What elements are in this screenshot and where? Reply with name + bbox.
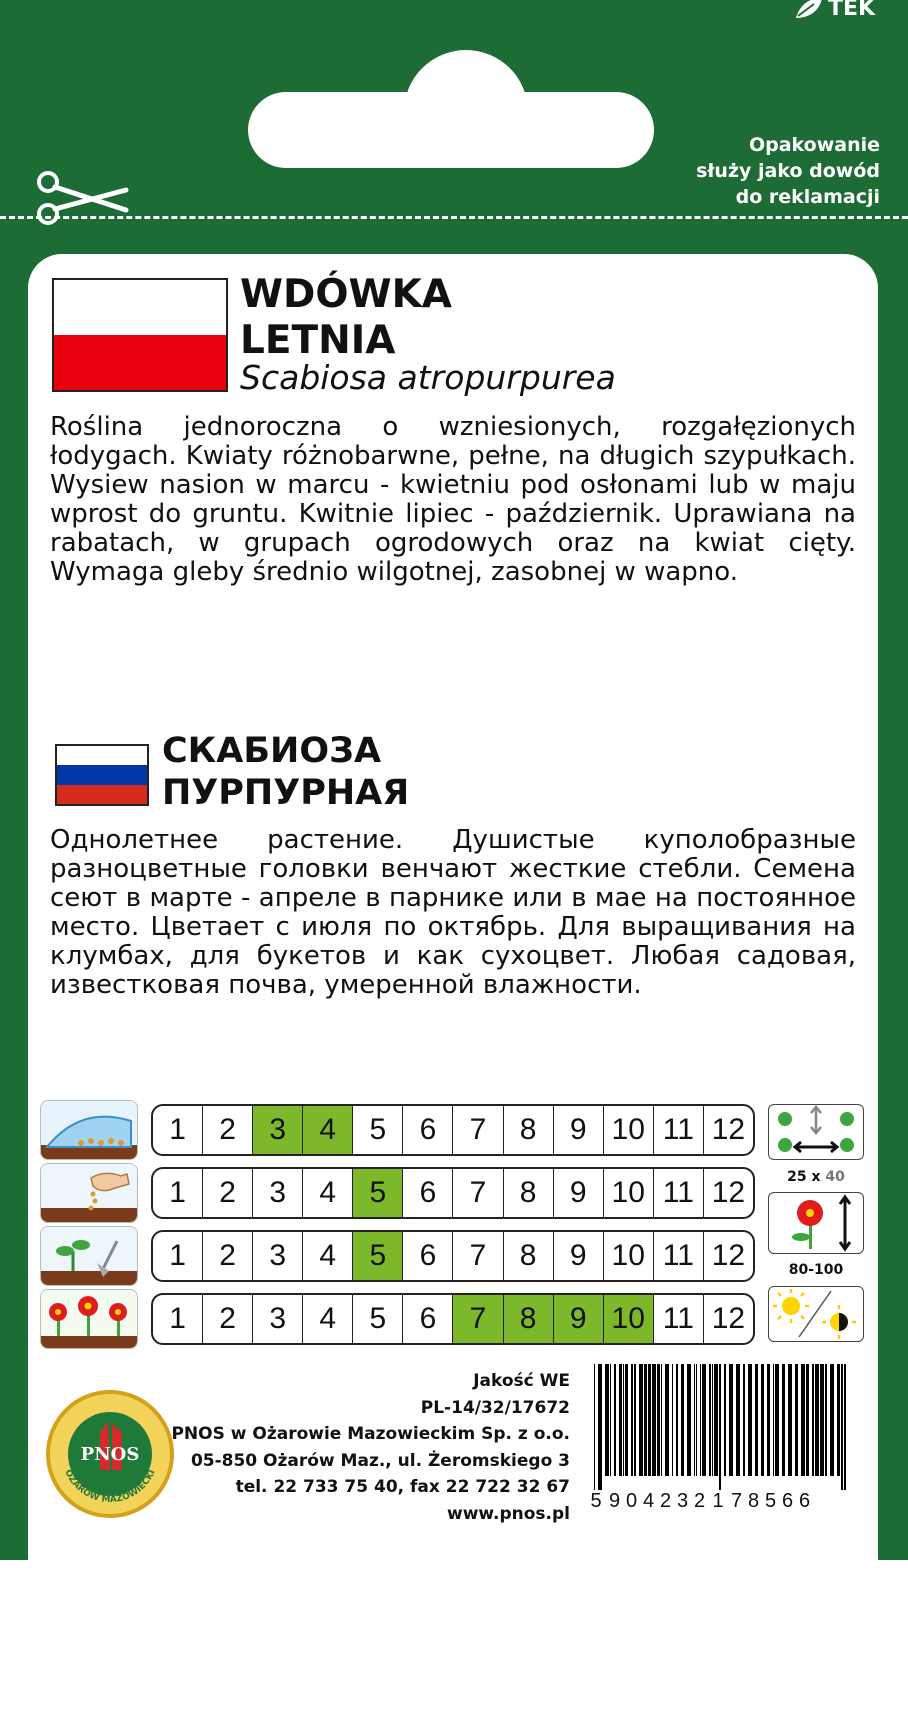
barcode-digit: 1 xyxy=(712,1490,724,1512)
flowering-icon xyxy=(40,1289,138,1349)
month-cell: 7 xyxy=(452,1295,502,1343)
month-cell: 10 xyxy=(603,1106,653,1154)
month-cell: 3 xyxy=(252,1169,302,1217)
barcode-bar xyxy=(709,1364,711,1476)
month-cell: 8 xyxy=(503,1169,553,1217)
month-cell: 9 xyxy=(553,1169,603,1217)
brand-name: TEK xyxy=(828,0,876,21)
month-cell: 10 xyxy=(603,1232,653,1280)
month-cell: 7 xyxy=(452,1106,502,1154)
barcode-bar xyxy=(687,1364,691,1476)
barcode-bar xyxy=(743,1364,745,1476)
month-cell: 5 xyxy=(352,1169,402,1217)
barcode-bar xyxy=(700,1364,701,1476)
barcode-bar xyxy=(844,1364,846,1490)
title-line: WDÓWKA xyxy=(240,272,452,317)
flag-stripe xyxy=(57,765,147,784)
month-cell: 2 xyxy=(202,1169,252,1217)
month-cell: 12 xyxy=(703,1106,753,1154)
barcode-bar xyxy=(825,1364,827,1476)
month-cell: 5 xyxy=(352,1232,402,1280)
barcode-digit: 2 xyxy=(659,1490,672,1512)
barcode-bar xyxy=(736,1364,740,1476)
polish-description: Roślina jednoroczna o wzniesionych, rozgałęzionych łodygach. Kwiaty różnobarwne, pełne, na długich szypułkach. Wysiew nasion w marcu - kwietniu pod osłonami lub w maju wprost do gruntu. Kwitnie lipiec - październik. Uprawiana na rabatach, w grupach ogrodowych oraz na kwiat cięty. Wymaga gleby średnio wilgotnej, zasobnej w wapno. xyxy=(50,412,856,587)
barcode-bar xyxy=(652,1364,656,1476)
barcode-digit: 7 xyxy=(730,1490,743,1512)
barcode-digit: 3 xyxy=(676,1490,689,1512)
barcode-bar xyxy=(610,1364,611,1476)
month-cell: 8 xyxy=(503,1295,553,1343)
spacing-value-b: 40 xyxy=(825,1169,845,1185)
barcode-bar xyxy=(672,1364,673,1476)
barcode-digit: 8 xyxy=(747,1490,760,1512)
barcode-bar xyxy=(815,1364,819,1476)
barcode-digit: 6 xyxy=(798,1490,811,1512)
russian-description: Однолетнее растение. Душистые куполобразные разноцветные головки венчают жесткие стебли. Семена сеют в марте - апреле в парнике или в мае на постоянное место. Цветает с июля по октябрь. Для выращивания на клумбах, для букетов и как сухоцвет. Любая садовая, известковая почва, умеренной влажности. xyxy=(50,825,856,1000)
height-label: 80-100 xyxy=(788,1262,844,1278)
barcode-digit: 5 xyxy=(590,1490,602,1512)
barcode-bar xyxy=(773,1364,774,1476)
polish-flag xyxy=(52,278,228,392)
month-cell: 3 xyxy=(252,1295,302,1343)
barcode xyxy=(586,1364,854,1490)
month-cell: 1 xyxy=(169,1302,186,1335)
title-line: СКАБИОЗА xyxy=(162,731,382,771)
barcode-bar xyxy=(681,1364,684,1476)
barcode-bar xyxy=(801,1364,805,1476)
month-cell: 2 xyxy=(202,1232,252,1280)
notice-line: Opakowanie xyxy=(748,134,880,156)
scissors-icon xyxy=(34,168,130,228)
barcode-bar xyxy=(806,1364,809,1476)
flag-stripe xyxy=(57,785,147,804)
month-cell: 3 xyxy=(252,1106,302,1154)
barcode-bar xyxy=(729,1364,733,1476)
greenhouse-sowing-icon xyxy=(40,1100,138,1160)
month-cell: 12 xyxy=(703,1232,753,1280)
barcode-bar xyxy=(782,1364,785,1476)
month-cell: 7 xyxy=(452,1232,502,1280)
cut-line xyxy=(0,216,908,219)
month-cell: 6 xyxy=(402,1106,452,1154)
spacing-label xyxy=(768,1169,864,1185)
flag-stripe xyxy=(57,746,147,765)
barcode-bar xyxy=(631,1364,633,1476)
plant-height-icon xyxy=(768,1192,864,1254)
barcode-bar xyxy=(812,1364,814,1476)
title-line: ПУРПУРНАЯ xyxy=(162,773,410,813)
calendar-row xyxy=(151,1230,755,1282)
month-cell: 4 xyxy=(302,1232,352,1280)
barcode-bar xyxy=(712,1364,713,1476)
title-line: LETNIA xyxy=(240,318,396,363)
producer-info xyxy=(110,1368,570,1527)
logo-ring-text: OŻARÓW MAZOWIECKI xyxy=(62,1468,158,1506)
month-cell: 8 xyxy=(503,1106,553,1154)
barcode-bar xyxy=(761,1364,764,1476)
barcode-bar xyxy=(605,1364,609,1476)
flag-stripe xyxy=(54,280,226,335)
month-cell: 9 xyxy=(553,1106,603,1154)
barcode-bar xyxy=(657,1364,660,1476)
month-cell: 6 xyxy=(402,1169,452,1217)
barcode-bar xyxy=(644,1364,647,1476)
month-cell: 11 xyxy=(653,1106,703,1154)
barcode-bar xyxy=(696,1364,697,1476)
barcode-bar xyxy=(614,1364,616,1476)
barcode-digit: 5 xyxy=(764,1490,777,1512)
month-cell: 12 xyxy=(703,1295,753,1343)
month-cell: 9 xyxy=(553,1295,603,1343)
registry-line: PL-14/32/17672 xyxy=(420,1397,570,1418)
quality-line: Jakość WE xyxy=(473,1371,570,1391)
company-line: PNOS w Ożarowie Mazowieckim Sp. z o.o. xyxy=(171,1424,570,1444)
complaint-notice xyxy=(580,132,880,210)
russian-flag xyxy=(55,744,149,806)
month-cell: 4 xyxy=(302,1106,352,1154)
barcode-bar xyxy=(841,1364,843,1490)
sun-halfshade-icon xyxy=(768,1286,864,1342)
barcode-bar xyxy=(714,1364,718,1476)
notice-line: do reklamacji xyxy=(735,186,880,208)
month-cell: 3 xyxy=(252,1232,302,1280)
spacing-value-a: 25 x xyxy=(787,1169,826,1185)
month-cell: 5 xyxy=(352,1106,402,1154)
barcode-bar xyxy=(648,1364,651,1476)
barcode-bar xyxy=(724,1364,726,1476)
month-cell: 6 xyxy=(402,1232,452,1280)
barcode-bar xyxy=(619,1364,622,1476)
logo-text: PNOS xyxy=(80,1444,140,1465)
month-cell: 8 xyxy=(503,1232,553,1280)
notice-line: służy jako dowód xyxy=(696,160,880,182)
month-cell: 1 xyxy=(169,1113,186,1146)
barcode-bar xyxy=(719,1364,721,1490)
month-cell: 12 xyxy=(703,1169,753,1217)
barcode-bar xyxy=(820,1364,824,1476)
leaf-icon xyxy=(794,0,824,20)
month-cell: 2 xyxy=(202,1106,252,1154)
russian-title xyxy=(162,730,409,814)
month-cell: 4 xyxy=(302,1295,352,1343)
barcode-digit: 0 xyxy=(625,1490,638,1512)
barcode-bar xyxy=(788,1364,792,1476)
barcode-bar xyxy=(795,1364,798,1476)
month-cell: 11 xyxy=(653,1295,703,1343)
plant-spacing-icon xyxy=(768,1104,864,1160)
barcode-bar xyxy=(634,1364,636,1476)
month-cell: 6 xyxy=(402,1295,452,1343)
month-cell: 4 xyxy=(302,1169,352,1217)
month-cell: 11 xyxy=(653,1169,703,1217)
barcode-bar xyxy=(837,1364,840,1476)
barcode-bar xyxy=(775,1364,779,1476)
barcode-bar xyxy=(830,1364,834,1476)
barcode-bar xyxy=(755,1364,758,1476)
barcode-bar xyxy=(639,1364,643,1476)
month-cell: 1 xyxy=(169,1176,186,1209)
planting-out-icon xyxy=(40,1226,138,1286)
barcode-digit: 6 xyxy=(781,1490,794,1512)
barcode-digit: 4 xyxy=(642,1490,655,1512)
barcode-bar xyxy=(623,1364,624,1476)
month-cell: 5 xyxy=(352,1295,402,1343)
barcode-bar xyxy=(694,1364,695,1476)
barcode-bar xyxy=(748,1364,752,1476)
polish-title xyxy=(240,272,452,364)
latin-name: Scabiosa atropurpurea xyxy=(240,358,616,397)
month-cell: 1 xyxy=(169,1239,186,1272)
barcode-bar xyxy=(625,1364,628,1476)
barcode-digit: 2 xyxy=(693,1490,706,1512)
barcode-digit: 9 xyxy=(608,1490,621,1512)
month-cell: 9 xyxy=(553,1232,603,1280)
barcode-number xyxy=(586,1490,854,1516)
barcode-bar xyxy=(767,1364,770,1476)
month-cell: 10 xyxy=(603,1295,653,1343)
brand-logo xyxy=(794,0,904,22)
calendar-row xyxy=(151,1167,755,1219)
barcode-bar xyxy=(598,1364,602,1490)
barcode-bar xyxy=(676,1364,678,1476)
barcode-bar xyxy=(594,1364,595,1490)
month-cell: 11 xyxy=(653,1232,703,1280)
flag-stripe xyxy=(54,335,226,390)
barcode-bar xyxy=(702,1364,706,1476)
address-line: 05-850 Ożarów Maz., ul. Żeromskiego 3 xyxy=(190,1450,570,1471)
phone-line: tel. 22 733 75 40, fax 22 722 32 67 xyxy=(235,1477,570,1497)
month-cell: 2 xyxy=(202,1295,252,1343)
calendar-row xyxy=(151,1293,755,1345)
website-link[interactable]: www.pnos.pl xyxy=(446,1503,570,1524)
barcode-bar xyxy=(661,1364,662,1476)
month-cell: 7 xyxy=(452,1169,502,1217)
open-ground-sowing-icon xyxy=(40,1163,138,1223)
calendar-row xyxy=(151,1104,755,1156)
month-cell: 10 xyxy=(603,1169,653,1217)
barcode-bar xyxy=(665,1364,669,1476)
